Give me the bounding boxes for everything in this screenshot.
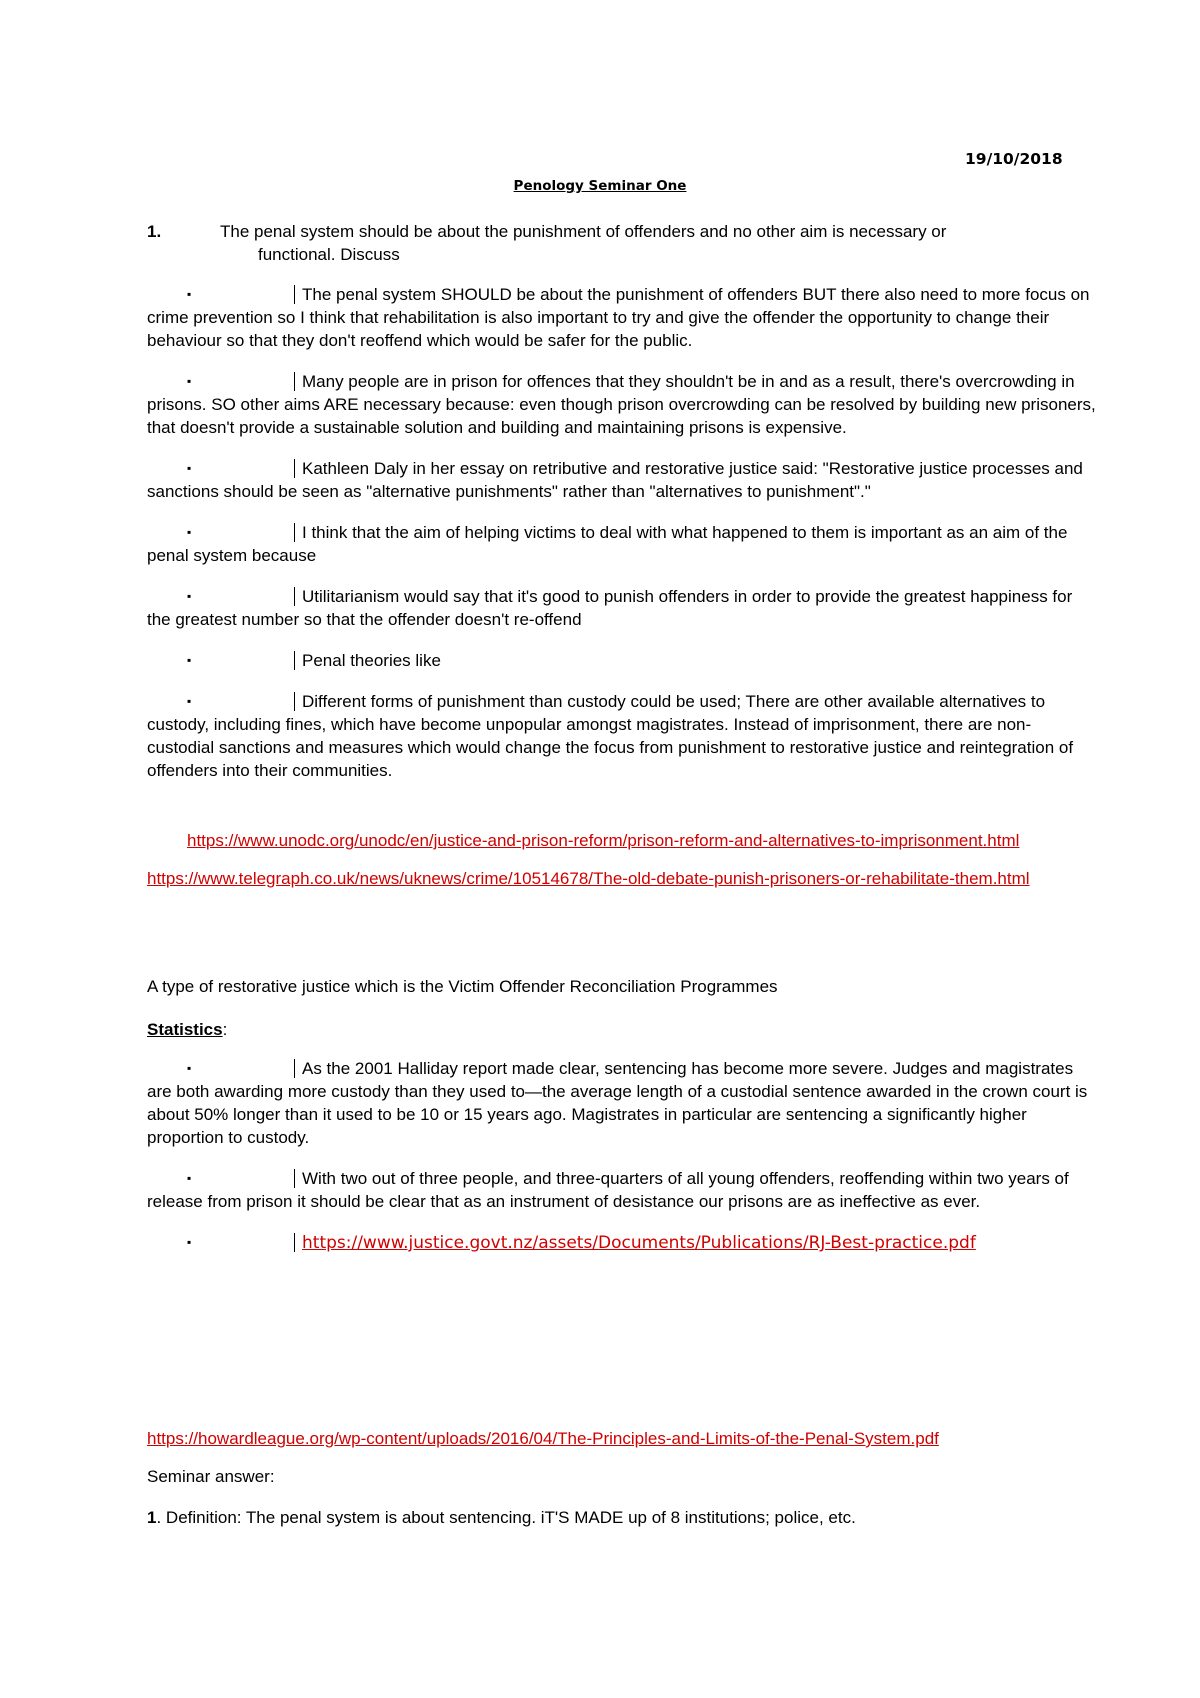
cursor-bar-icon — [294, 285, 295, 304]
answer-text: . Definition: The penal system is about sentencing. iT'S MADE up of 8 institutions; police, etc. — [156, 1508, 856, 1527]
list-item-text: Utilitarianism would say that it's good to punish offenders in order to provide the greatest happiness for the greatest number so that the offender doesn't re-offend — [147, 587, 1073, 629]
bullet-icon: ▪ — [187, 525, 192, 539]
list-item — [147, 1057, 1097, 1149]
cursor-bar-icon — [294, 523, 295, 542]
question-line-2: functional. Discuss — [258, 245, 400, 264]
cursor-bar-icon — [294, 651, 295, 670]
bullet-icon: ▪ — [187, 1171, 192, 1185]
list-item — [147, 283, 1097, 352]
list-item — [147, 370, 1097, 439]
howard-league-link[interactable]: https://howardleague.org/wp-content/uploads/2016/04/The-Principles-and-Limits-of-the-Penal-System.pdf — [147, 1429, 939, 1448]
seminar-answer-label: Seminar answer: — [147, 1467, 275, 1486]
bullet-icon: ▪ — [187, 694, 192, 708]
cursor-bar-icon — [294, 459, 295, 478]
bullet-list-statistics — [147, 1057, 1097, 1273]
bullet-icon: ▪ — [187, 653, 192, 667]
document-title: Penology Seminar One — [513, 178, 687, 194]
list-item — [147, 649, 1097, 672]
statistics-heading — [147, 1018, 227, 1041]
telegraph-link[interactable]: https://www.telegraph.co.uk/news/uknews/crime/10514678/The-old-debate-punish-prisoners-or-rehabilitate-them.html — [147, 869, 1030, 888]
question-line-1: The penal system should be about the punishment of offenders and no other aim is necessary or — [220, 222, 947, 241]
document-date: 19/10/2018 — [965, 150, 1063, 168]
bullet-icon: ▪ — [187, 287, 192, 301]
question-1 — [147, 220, 1077, 266]
statistics-heading-label: Statistics — [147, 1020, 223, 1039]
cursor-bar-icon — [294, 587, 295, 606]
question-number: 1. — [147, 222, 162, 241]
bullet-icon: ▪ — [187, 1061, 192, 1075]
bullet-icon: ▪ — [187, 461, 192, 475]
bullet-icon: ▪ — [187, 589, 192, 603]
cursor-bar-icon — [294, 372, 295, 391]
list-item — [147, 1231, 1097, 1255]
unodc-link[interactable]: https://www.unodc.org/unodc/en/justice-and-prison-reform/prison-reform-and-alternatives-to-imprisonment.html — [187, 831, 1020, 850]
cursor-bar-icon — [294, 1059, 295, 1078]
list-item-text: The penal system SHOULD be about the punishment of offenders BUT there also need to more focus on crime prevention so I think that rehabilitation is also important to try and give the offender the opportunity to change their behaviour so that they don't reoffend which would be safer for the public. — [147, 285, 1090, 350]
list-item — [147, 521, 1097, 567]
list-item — [147, 457, 1097, 503]
list-item-text: I think that the aim of helping victims to deal with what happened to them is important as an aim of the penal system because — [147, 523, 1068, 565]
list-item-text: Different forms of punishment than custody could be used; There are other available alternatives to custody, including fines, which have become unpopular amongst magistrates. Instead of imprisonment, there are non-custodial sanctions and measures which would change the focus from punishment to restorative justice and reintegration of offenders into their communities. — [147, 692, 1074, 780]
list-item — [147, 1167, 1097, 1213]
list-item-text: Penal theories like — [302, 651, 441, 670]
list-item-text: As the 2001 Halliday report made clear, sentencing has become more severe. Judges and magistrates are both awarding more custody than they used to—the average length of a custodial sentence awarded in the crown court is about 50% longer than it used to be 10 or 15 years ago. Magistrates in particular are sentencing a significantly higher proportion to custody. — [147, 1059, 1088, 1147]
cursor-bar-icon — [294, 1233, 295, 1252]
answer-number: 1 — [147, 1508, 157, 1527]
answer-line — [147, 1506, 856, 1529]
cursor-bar-icon — [294, 692, 295, 711]
justice-nz-link[interactable]: https://www.justice.govt.nz/assets/Documents/Publications/RJ-Best-practice.pdf — [302, 1233, 976, 1253]
list-item-text: With two out of three people, and three-quarters of all young offenders, reoffending within two years of release from prison it should be clear that as an instrument of desistance our prisons are as ineffective as ever. — [147, 1169, 1069, 1211]
list-item-text: Many people are in prison for offences that they shouldn't be in and as a result, there's overcrowding in prisons. SO other aims ARE necessary because: even though prison overcrowding can be resolved by building new prisoners, that doesn't provide a sustainable solution and building and maintaining prisons is expensive. — [147, 372, 1096, 437]
list-item-text: Kathleen Daly in her essay on retributive and restorative justice said: "Restorative justice processes and sanctions should be seen as "alternative punishments" rather than "alternatives to punishment"." — [147, 459, 1083, 501]
restorative-justice-line: A type of restorative justice which is the Victim Offender Reconciliation Programmes — [147, 977, 778, 996]
statistics-heading-colon: : — [222, 1020, 228, 1039]
list-item — [147, 585, 1097, 631]
bullet-icon: ▪ — [187, 1235, 192, 1249]
bullet-icon: ▪ — [187, 374, 192, 388]
bullet-list-discussion — [147, 283, 1097, 800]
cursor-bar-icon — [294, 1169, 295, 1188]
question-text — [220, 220, 1077, 266]
list-item — [147, 690, 1097, 782]
list-item-text — [147, 1231, 1097, 1255]
